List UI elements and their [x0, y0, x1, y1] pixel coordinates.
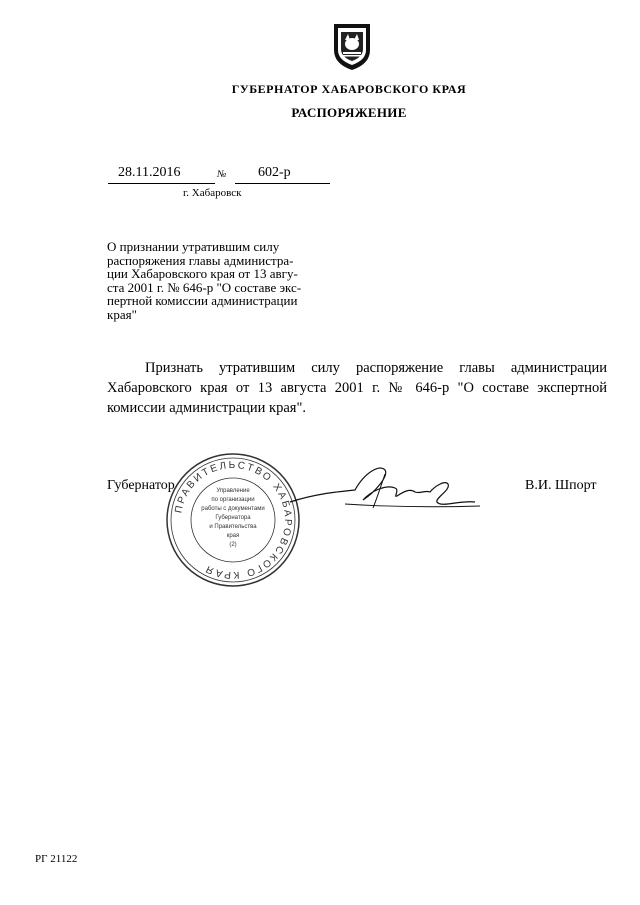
- official-stamp: [163, 450, 303, 590]
- stamp-inner-line: Губернатора: [215, 515, 251, 521]
- subject-line: ции Хабаровского края от 13 авгу-: [107, 266, 298, 281]
- subject-line: края": [107, 306, 137, 322]
- handwritten-signature: [285, 462, 485, 522]
- subject-line: пертной комиссии администрации: [107, 293, 298, 308]
- stamp-ring-text: ПРАВИТЕЛЬСТВО ХАБАРОВСКОГО КРАЯ: [173, 459, 294, 581]
- footer-code: РГ 21122: [35, 853, 78, 865]
- document-number: 602-р: [258, 165, 291, 180]
- document-subject: [107, 240, 337, 321]
- subject-line: ста 2001 г. № 646-р "О составе экс-: [107, 279, 302, 295]
- document-type: РАСПОРЯЖЕНИЕ: [291, 105, 407, 120]
- stamp-inner-line: и Правительства: [209, 524, 257, 530]
- number-underline: [235, 183, 330, 184]
- stamp-inner-line: Управление: [216, 488, 250, 494]
- stamp-inner-line: по организации: [211, 497, 255, 503]
- stamp-inner-line: края: [226, 533, 240, 539]
- date-underline: [108, 183, 215, 184]
- signatory-position: Губернатор: [107, 478, 175, 493]
- org-title: ГУБЕРНАТОР ХАБАРОВСКОГО КРАЯ: [231, 82, 467, 96]
- coat-of-arms-icon: [330, 20, 374, 72]
- stamp-inner-line: работы с документами: [201, 506, 265, 512]
- signatory-name: В.И. Шпорт: [525, 478, 597, 493]
- document-date: 28.11.2016: [118, 165, 181, 180]
- number-label: №: [217, 169, 227, 180]
- document-city: г. Хабаровск: [183, 187, 242, 199]
- stamp-inner-line: (2): [229, 542, 237, 548]
- body-paragraph: Признать утратившим силу распоряжение главы администрации Хабаровского края от 13 августа 2001 г. № 646-р "О составе экспертной комиссии администрации края".: [107, 360, 607, 416]
- subject-line: О признании утратившим силу: [107, 239, 280, 254]
- document-body: [107, 358, 607, 418]
- subject-line: распоряжения главы администра-: [107, 252, 294, 268]
